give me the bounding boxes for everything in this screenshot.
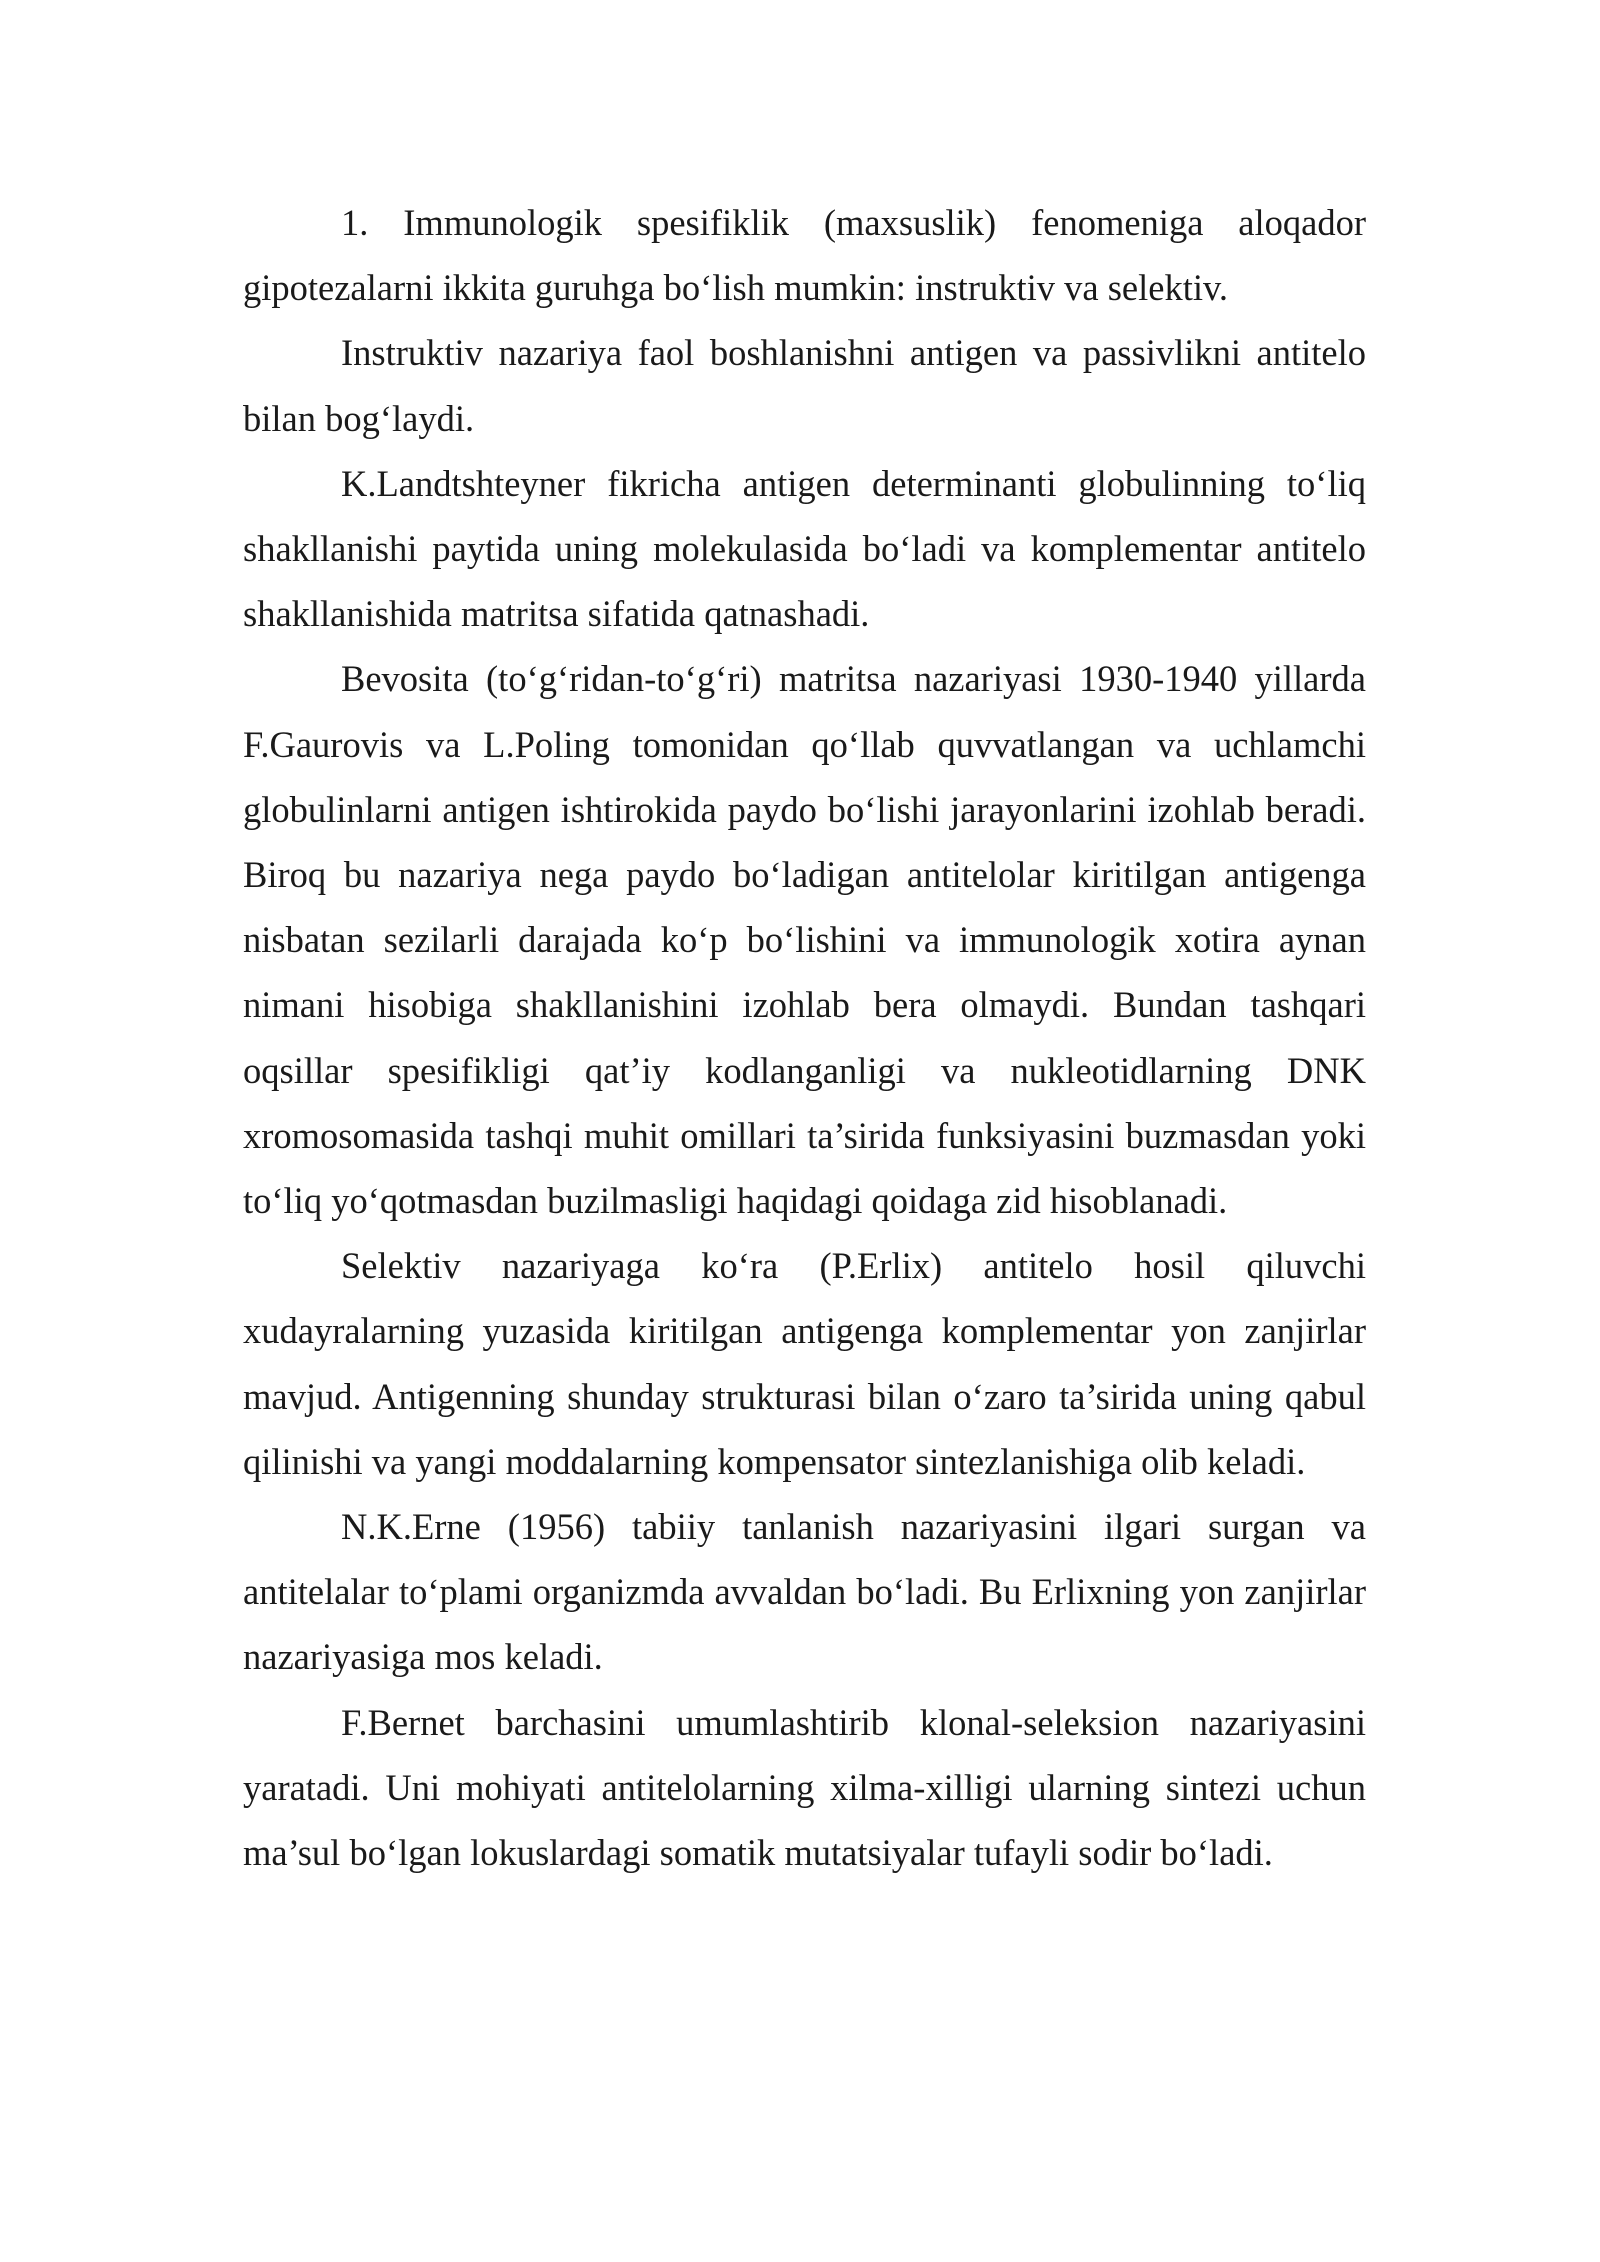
paragraph-landsteiner: K.Landtshteyner fikricha antigen determinanti globulinning to‘liq shakllanishi paytida uning molekulasida bo‘ladi va komplementar antitelo shakllanishida matritsa sifatida qatnashadi. <box>243 462 1366 635</box>
paragraph-erne-theory: N.K.Erne (1956) tabiiy tanlanish nazariyasini ilgari surgan va antitelalar to‘plami organizmda avvaldan bo‘ladi. Bu Erlixning yon zanjirlar nazariyasiga mos keladi. <box>243 1506 1366 1678</box>
body-text <box>243 190 1366 1885</box>
paragraph-burnet-theory: F.Bernet barchasini umumlashtirib klonal-seleksion nazariyasini yaratadi. Uni mohiyati antitelolarning xilma-xilligi ularning sintezi uchun ma’sul bo‘lgan lokuslardagi somatik mutatsiyalar tufayli sodir bo‘ladi. <box>243 1701 1366 1874</box>
paragraph-hypotheses-intro: 1. Immunologik spesifiklik (maxsuslik) fenomeniga aloqador gipotezalarni ikkita guruhga bo‘lish mumkin: instruktiv va selektiv. <box>243 202 1366 309</box>
paragraph-instructive-theory: Instruktiv nazariya faol boshlanishni antigen va passivlikni antitelo bilan bog‘laydi. <box>243 332 1366 439</box>
paragraph-selective-theory: Selektiv nazariyaga ko‘ra (P.Erlix) antitelo hosil qiluvchi xudayralarning yuzasida kiritilgan antigenga komplementar yon zanjirlar mavjud. Antigenning shunday strukturasi bilan o‘zaro ta’sirida uning qabul qilinishi va yangi moddalarning kompensator sintezlanishiga olib keladi. <box>243 1245 1366 1482</box>
paragraph-direct-matrix-theory: Bevosita (to‘g‘ridan-to‘g‘ri) matritsa nazariyasi 1930-1940 yillarda F.Gaurovis va L.Poling tomonidan qo‘llab quvvatlangan va uchlamchi globulinlarni antigen ishtirokida paydo bo‘lishi jarayonlarini izohlab beradi. Biroq bu nazariya nega paydo bo‘ladigan antitelolar kiritilgan antigenga nisbatan sezilarli darajada ko‘p bo‘lishini va immunologik xotira aynan nimani hisobiga shakllanishini izohlab bera olmaydi. Bundan tashqari oqsillar spesifikligi qat’iy kodlanganligi va nukleotidlarning DNK xromosomasida tashqi muhit omillari ta’sirida funksiyasini buzmasdan yoki to‘liq yo‘qotmasdan buzilmasligi haqidagi qoidaga zid hisoblanadi. <box>243 658 1366 1222</box>
